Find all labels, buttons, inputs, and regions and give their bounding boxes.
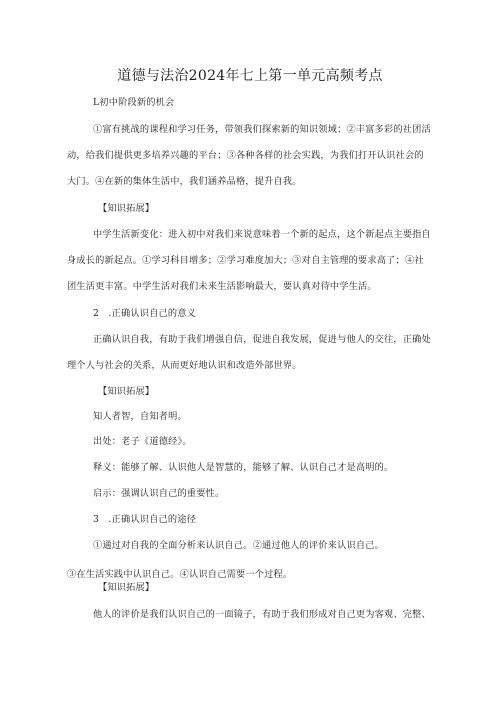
section-heading-2: 2 .正确认识自己的意义 (93, 308, 197, 319)
paragraph-line: 他人的评价是我们认识自己的一面镜子，有助于我们形成对自己更为客观、完整、 (93, 609, 431, 620)
paragraph-line: ③在生活实践中认识自己。④认识自己需要一个过程。 (67, 569, 293, 580)
section-heading-1: L初中阶段新的机会 (93, 97, 175, 108)
document-title: 道德与法治2024年七上第一单元高频考点 (117, 68, 383, 84)
paragraph-line: 启示：强调认识自己的重要性。 (93, 488, 225, 499)
paragraph-line: 正确认识自我，有助于我们增强自信，促进自我发展，促进与他人的交往，正确处 (93, 334, 431, 345)
paragraph-line: 身成长的新起点。①学习科目增多；②学习难度加大；③对自主管理的要求高了；④社 (67, 255, 424, 266)
paragraph-line: 大门。④在新的集体生活中，我们涵养品格，提升自我。 (67, 176, 302, 187)
knowledge-expansion-label: 【知识拓展】 (98, 582, 155, 593)
paragraph-line: 知人者智，自知者明。 (93, 411, 187, 422)
section-heading-3: 3 .正确认识自己的途径 (93, 514, 197, 525)
paragraph-line: 中学生活新变化：进入初中对我们来说意味着一个新的起点，这个新起点主要指自 (93, 229, 431, 240)
paragraph-line: 出处：老子《道德经》。 (93, 436, 192, 447)
knowledge-expansion-label: 【知识拓展】 (98, 203, 155, 214)
paragraph-line: ①富有挑战的课程和学习任务，带领我们探索新的知识领域；②丰富多彩的社团活 (93, 124, 431, 135)
paragraph-line: 释义：能够了解、认识他人是智慧的，能够了解、认识自己才是高明的。 (93, 462, 394, 473)
paragraph-line: 动，给我们提供更多培养兴趣的平台；③各种各样的社会实践，为我们打开认识社会的 (67, 150, 424, 161)
paragraph-line: ①通过对自我的全面分析来认识自己。②通过他人的评价来认识自己。 (93, 540, 385, 551)
knowledge-expansion-label: 【知识拓展】 (98, 386, 155, 397)
paragraph-line: 团生活更丰富。中学生活对我们未来生活影响最大，要认真对待中学生活。 (67, 281, 377, 292)
paragraph-line: 理个人与社会的关系，从而更好地认识和改造外部世界。 (67, 360, 302, 371)
